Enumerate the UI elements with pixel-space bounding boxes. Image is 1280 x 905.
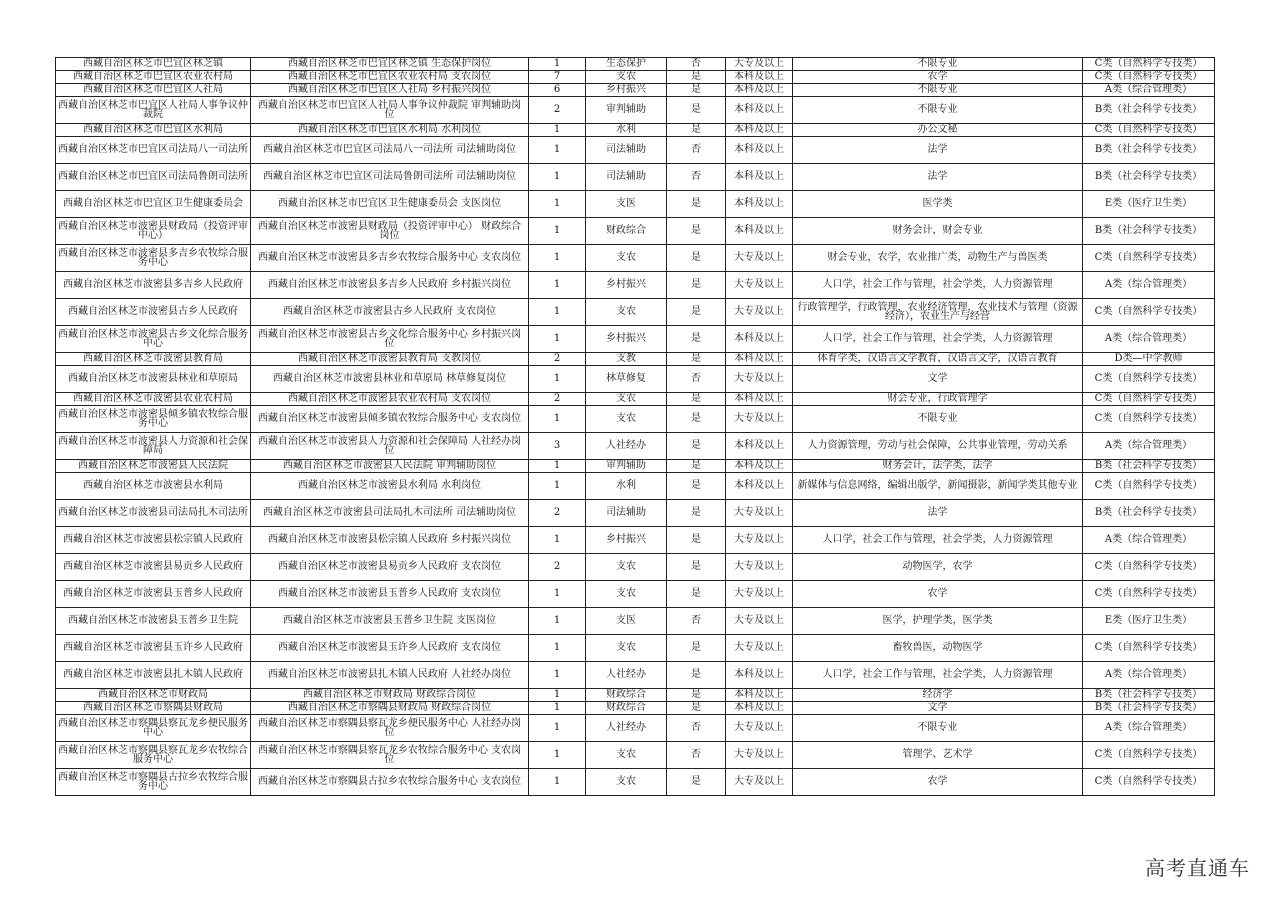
- position-cell: 西藏自治区林芝市波密县玉普乡卫生院 支医岗位: [251, 608, 529, 635]
- category-cell: E类（医疗卫生类）: [1083, 191, 1215, 218]
- major-cell: 农学: [793, 71, 1083, 84]
- education-cell: 大专及以上: [726, 715, 793, 742]
- job-type-cell: 支农: [586, 71, 667, 84]
- headcount-cell: 1: [529, 245, 586, 272]
- education-cell: 本科及以上: [726, 97, 793, 124]
- headcount-cell: 1: [529, 635, 586, 662]
- education-cell: 本科及以上: [726, 393, 793, 406]
- major-cell: 农学: [793, 581, 1083, 608]
- position-cell: 西藏自治区林芝市巴宜区卫生健康委员会 支医岗位: [251, 191, 529, 218]
- table-row: [56, 124, 1215, 137]
- table-row: [56, 406, 1215, 433]
- headcount-cell: 1: [529, 581, 586, 608]
- major-cell: 不限专业: [793, 84, 1083, 97]
- requirement-cell: 是: [667, 581, 726, 608]
- requirement-cell: 是: [667, 299, 726, 326]
- category-cell: D类—中学教师: [1083, 353, 1215, 366]
- category-cell: C类（自然科学专技类）: [1083, 554, 1215, 581]
- education-cell: 大专及以上: [726, 527, 793, 554]
- employer-cell: 西藏自治区林芝市波密县易贡乡人民政府: [56, 554, 251, 581]
- position-cell: 西藏自治区林芝市波密县松宗镇人民政府 乡村振兴岗位: [251, 527, 529, 554]
- job-table-container: [55, 57, 1214, 796]
- requirement-cell: 是: [667, 218, 726, 245]
- headcount-cell: 7: [529, 71, 586, 84]
- education-cell: 本科及以上: [726, 689, 793, 702]
- job-type-cell: 司法辅助: [586, 137, 667, 164]
- employer-cell: 西藏自治区林芝市巴宜区人社局人事争议仲裁院: [56, 97, 251, 124]
- category-cell: C类（自然科学专技类）: [1083, 366, 1215, 393]
- table-row: [56, 581, 1215, 608]
- job-type-cell: 人社经办: [586, 433, 667, 460]
- table-row: [56, 635, 1215, 662]
- headcount-cell: 1: [529, 366, 586, 393]
- category-cell: A类（综合管理类）: [1083, 84, 1215, 97]
- requirement-cell: 是: [667, 554, 726, 581]
- employer-cell: 西藏自治区林芝市波密县玉普乡人民政府: [56, 581, 251, 608]
- job-type-cell: 支农: [586, 742, 667, 769]
- requirement-cell: 是: [667, 326, 726, 353]
- major-cell: 人口学，社会工作与管理，社会学类，人力资源管理: [793, 527, 1083, 554]
- headcount-cell: 2: [529, 500, 586, 527]
- position-cell: 西藏自治区林芝市波密县农业农村局 支农岗位: [251, 393, 529, 406]
- position-cell: 西藏自治区林芝市波密县林业和草原局 林草修复岗位: [251, 366, 529, 393]
- job-type-cell: 林草修复: [586, 366, 667, 393]
- position-cell: 西藏自治区林芝市波密县古乡文化综合服务中心 乡村振兴岗位: [251, 326, 529, 353]
- education-cell: 本科及以上: [726, 326, 793, 353]
- education-cell: 大专及以上: [726, 769, 793, 796]
- category-cell: E类（医疗卫生类）: [1083, 608, 1215, 635]
- requirement-cell: 是: [667, 272, 726, 299]
- category-cell: C类（自然科学专技类）: [1083, 58, 1215, 71]
- headcount-cell: 1: [529, 58, 586, 71]
- table-row: [56, 137, 1215, 164]
- category-cell: C类（自然科学专技类）: [1083, 406, 1215, 433]
- requirement-cell: 是: [667, 97, 726, 124]
- major-cell: 财务会计，财会专业: [793, 218, 1083, 245]
- education-cell: 本科及以上: [726, 662, 793, 689]
- job-type-cell: 支农: [586, 245, 667, 272]
- table-row: [56, 715, 1215, 742]
- job-type-cell: 支农: [586, 299, 667, 326]
- table-row: [56, 500, 1215, 527]
- table-row: [56, 433, 1215, 460]
- table-row: [56, 460, 1215, 473]
- major-cell: 法学: [793, 137, 1083, 164]
- headcount-cell: 1: [529, 164, 586, 191]
- employer-cell: 西藏自治区林芝市察隅县财政局: [56, 702, 251, 715]
- job-positions-table: [55, 57, 1215, 796]
- table-row: [56, 473, 1215, 500]
- headcount-cell: 2: [529, 353, 586, 366]
- major-cell: 办公文秘: [793, 124, 1083, 137]
- job-type-cell: 司法辅助: [586, 164, 667, 191]
- category-cell: A类（综合管理类）: [1083, 326, 1215, 353]
- employer-cell: 西藏自治区林芝市察隅县察瓦龙乡农牧综合服务中心: [56, 742, 251, 769]
- position-cell: 西藏自治区林芝市巴宜区司法局八一司法所 司法辅助岗位: [251, 137, 529, 164]
- requirement-cell: 是: [667, 527, 726, 554]
- job-type-cell: 支农: [586, 581, 667, 608]
- requirement-cell: 是: [667, 500, 726, 527]
- table-row: [56, 218, 1215, 245]
- employer-cell: 西藏自治区林芝市波密县松宗镇人民政府: [56, 527, 251, 554]
- requirement-cell: 是: [667, 84, 726, 97]
- education-cell: 本科及以上: [726, 191, 793, 218]
- position-cell: 西藏自治区林芝市察隅县察瓦龙乡农牧综合服务中心 支农岗位: [251, 742, 529, 769]
- job-type-cell: 支医: [586, 608, 667, 635]
- table-row: [56, 353, 1215, 366]
- position-cell: 西藏自治区林芝市察隅县察瓦龙乡便民服务中心 人社经办岗位: [251, 715, 529, 742]
- headcount-cell: 2: [529, 97, 586, 124]
- employer-cell: 西藏自治区林芝市波密县水利局: [56, 473, 251, 500]
- employer-cell: 西藏自治区林芝市波密县扎木镇人民政府: [56, 662, 251, 689]
- category-cell: C类（自然科学专技类）: [1083, 473, 1215, 500]
- requirement-cell: 否: [667, 715, 726, 742]
- requirement-cell: 是: [667, 71, 726, 84]
- employer-cell: 西藏自治区林芝市波密县古乡文化综合服务中心: [56, 326, 251, 353]
- position-cell: 西藏自治区林芝市巴宜区农业农村局 支农岗位: [251, 71, 529, 84]
- major-cell: 农学: [793, 769, 1083, 796]
- job-type-cell: 人社经办: [586, 715, 667, 742]
- requirement-cell: 否: [667, 164, 726, 191]
- education-cell: 本科及以上: [726, 460, 793, 473]
- table-row: [56, 366, 1215, 393]
- education-cell: 大专及以上: [726, 245, 793, 272]
- headcount-cell: 6: [529, 84, 586, 97]
- category-cell: A类（综合管理类）: [1083, 433, 1215, 460]
- major-cell: 不限专业: [793, 97, 1083, 124]
- education-cell: 本科及以上: [726, 124, 793, 137]
- category-cell: A类（综合管理类）: [1083, 272, 1215, 299]
- category-cell: B类（社会科学专技类）: [1083, 218, 1215, 245]
- category-cell: B类（社会科学专技类）: [1083, 689, 1215, 702]
- job-type-cell: 审判辅助: [586, 97, 667, 124]
- table-row: [56, 326, 1215, 353]
- category-cell: C类（自然科学专技类）: [1083, 245, 1215, 272]
- major-cell: 不限专业: [793, 406, 1083, 433]
- employer-cell: 西藏自治区林芝市巴宜区林芝镇: [56, 58, 251, 71]
- education-cell: 本科及以上: [726, 218, 793, 245]
- category-cell: C类（自然科学专技类）: [1083, 71, 1215, 84]
- table-row: [56, 71, 1215, 84]
- position-cell: 西藏自治区林芝市察隅县古拉乡农牧综合服务中心 支农岗位: [251, 769, 529, 796]
- headcount-cell: 2: [529, 554, 586, 581]
- category-cell: B类（社会科学专技类）: [1083, 137, 1215, 164]
- education-cell: 大专及以上: [726, 406, 793, 433]
- table-row: [56, 245, 1215, 272]
- table-row: [56, 272, 1215, 299]
- education-cell: 大专及以上: [726, 635, 793, 662]
- requirement-cell: 否: [667, 58, 726, 71]
- headcount-cell: 1: [529, 662, 586, 689]
- job-type-cell: 财政综合: [586, 218, 667, 245]
- table-row: [56, 662, 1215, 689]
- requirement-cell: 是: [667, 406, 726, 433]
- requirement-cell: 是: [667, 702, 726, 715]
- position-cell: 西藏自治区林芝市巴宜区人社局 乡村振兴岗位: [251, 84, 529, 97]
- headcount-cell: 1: [529, 299, 586, 326]
- employer-cell: 西藏自治区林芝市波密县农业农村局: [56, 393, 251, 406]
- category-cell: C类（自然科学专技类）: [1083, 769, 1215, 796]
- job-type-cell: 乡村振兴: [586, 326, 667, 353]
- job-type-cell: 财政综合: [586, 689, 667, 702]
- employer-cell: 西藏自治区林芝市巴宜区农业农村局: [56, 71, 251, 84]
- major-cell: 财会专业，农学，农业推广类，动物生产与兽医类: [793, 245, 1083, 272]
- requirement-cell: 是: [667, 635, 726, 662]
- requirement-cell: 是: [667, 353, 726, 366]
- position-cell: 西藏自治区林芝市波密县教育局 支教岗位: [251, 353, 529, 366]
- major-cell: 人口学，社会工作与管理，社会学类，人力资源管理: [793, 662, 1083, 689]
- education-cell: 本科及以上: [726, 702, 793, 715]
- position-cell: 西藏自治区林芝市波密县人力资源和社会保障局 人社经办岗位: [251, 433, 529, 460]
- table-row: [56, 58, 1215, 71]
- education-cell: 本科及以上: [726, 71, 793, 84]
- category-cell: B类（社会科学专技类）: [1083, 702, 1215, 715]
- education-cell: 大专及以上: [726, 299, 793, 326]
- employer-cell: 西藏自治区林芝市察隅县古拉乡农牧综合服务中心: [56, 769, 251, 796]
- education-cell: 大专及以上: [726, 500, 793, 527]
- employer-cell: 西藏自治区林芝市巴宜区水利局: [56, 124, 251, 137]
- education-cell: 本科及以上: [726, 164, 793, 191]
- category-cell: C类（自然科学专技类）: [1083, 635, 1215, 662]
- table-row: [56, 84, 1215, 97]
- major-cell: 文学: [793, 702, 1083, 715]
- category-cell: B类（社会科学专技类）: [1083, 164, 1215, 191]
- headcount-cell: 1: [529, 702, 586, 715]
- job-type-cell: 审判辅助: [586, 460, 667, 473]
- requirement-cell: 是: [667, 433, 726, 460]
- headcount-cell: 1: [529, 124, 586, 137]
- position-cell: 西藏自治区林芝市巴宜区水利局 水利岗位: [251, 124, 529, 137]
- position-cell: 西藏自治区林芝市波密县人民法院 审判辅助岗位: [251, 460, 529, 473]
- employer-cell: 西藏自治区林芝市波密县司法局扎木司法所: [56, 500, 251, 527]
- employer-cell: 西藏自治区林芝市波密县林业和草原局: [56, 366, 251, 393]
- requirement-cell: 否: [667, 742, 726, 769]
- headcount-cell: 1: [529, 218, 586, 245]
- position-cell: 西藏自治区林芝市波密县多吉乡人民政府 乡村振兴岗位: [251, 272, 529, 299]
- category-cell: A类（综合管理类）: [1083, 527, 1215, 554]
- category-cell: C类（自然科学专技类）: [1083, 124, 1215, 137]
- education-cell: 本科及以上: [726, 137, 793, 164]
- table-row: [56, 554, 1215, 581]
- employer-cell: 西藏自治区林芝市财政局: [56, 689, 251, 702]
- headcount-cell: 1: [529, 473, 586, 500]
- requirement-cell: 是: [667, 124, 726, 137]
- major-cell: 不限专业: [793, 715, 1083, 742]
- employer-cell: 西藏自治区林芝市波密县人力资源和社会保障局: [56, 433, 251, 460]
- major-cell: 畜牧兽医，动物医学: [793, 635, 1083, 662]
- employer-cell: 西藏自治区林芝市波密县倾多镇农牧综合服务中心: [56, 406, 251, 433]
- position-cell: 西藏自治区林芝市巴宜区人社局人事争议仲裁院 审判辅助岗位: [251, 97, 529, 124]
- major-cell: 不限专业: [793, 58, 1083, 71]
- education-cell: 本科及以上: [726, 473, 793, 500]
- major-cell: 法学: [793, 164, 1083, 191]
- requirement-cell: 是: [667, 473, 726, 500]
- headcount-cell: 1: [529, 191, 586, 218]
- job-type-cell: 支农: [586, 635, 667, 662]
- major-cell: 人口学，社会工作与管理，社会学类，人力资源管理: [793, 272, 1083, 299]
- employer-cell: 西藏自治区林芝市巴宜区司法局鲁朗司法所: [56, 164, 251, 191]
- requirement-cell: 是: [667, 245, 726, 272]
- category-cell: B类（社会科学专技类）: [1083, 460, 1215, 473]
- job-type-cell: 水利: [586, 473, 667, 500]
- employer-cell: 西藏自治区林芝市波密县多吉乡农牧综合服务中心: [56, 245, 251, 272]
- major-cell: 管理学、艺术学: [793, 742, 1083, 769]
- education-cell: 大专及以上: [726, 608, 793, 635]
- education-cell: 大专及以上: [726, 554, 793, 581]
- job-type-cell: 乡村振兴: [586, 84, 667, 97]
- position-cell: 西藏自治区林芝市波密县扎木镇人民政府 人社经办岗位: [251, 662, 529, 689]
- job-type-cell: 支农: [586, 554, 667, 581]
- job-type-cell: 水利: [586, 124, 667, 137]
- job-type-cell: 支农: [586, 769, 667, 796]
- table-row: [56, 299, 1215, 326]
- position-cell: 西藏自治区林芝市察隅县财政局 财政综合岗位: [251, 702, 529, 715]
- requirement-cell: 是: [667, 689, 726, 702]
- requirement-cell: 否: [667, 137, 726, 164]
- major-cell: 财会专业，行政管理学: [793, 393, 1083, 406]
- position-cell: 西藏自治区林芝市波密县古乡人民政府 支农岗位: [251, 299, 529, 326]
- table-row: [56, 527, 1215, 554]
- headcount-cell: 3: [529, 433, 586, 460]
- employer-cell: 西藏自治区林芝市巴宜区卫生健康委员会: [56, 191, 251, 218]
- employer-cell: 西藏自治区林芝市巴宜区司法局八一司法所: [56, 137, 251, 164]
- job-type-cell: 司法辅助: [586, 500, 667, 527]
- category-cell: C类（自然科学专技类）: [1083, 581, 1215, 608]
- table-row: [56, 702, 1215, 715]
- education-cell: 本科及以上: [726, 433, 793, 460]
- headcount-cell: 1: [529, 742, 586, 769]
- major-cell: 人口学，社会工作与管理，社会学类，人力资源管理: [793, 326, 1083, 353]
- job-type-cell: 支教: [586, 353, 667, 366]
- requirement-cell: 是: [667, 191, 726, 218]
- job-type-cell: 支农: [586, 406, 667, 433]
- position-cell: 西藏自治区林芝市波密县玉普乡人民政府 支农岗位: [251, 581, 529, 608]
- major-cell: 文学: [793, 366, 1083, 393]
- education-cell: 大专及以上: [726, 366, 793, 393]
- education-cell: 大专及以上: [726, 581, 793, 608]
- major-cell: 新媒体与信息网络，编辑出版学，新闻摄影，新闻学类其他专业: [793, 473, 1083, 500]
- position-cell: 西藏自治区林芝市波密县玉许乡人民政府 支农岗位: [251, 635, 529, 662]
- position-cell: 西藏自治区林芝市波密县易贡乡人民政府 支农岗位: [251, 554, 529, 581]
- headcount-cell: 1: [529, 715, 586, 742]
- table-row: [56, 769, 1215, 796]
- headcount-cell: 1: [529, 326, 586, 353]
- job-type-cell: 人社经办: [586, 662, 667, 689]
- education-cell: 本科及以上: [726, 84, 793, 97]
- table-row: [56, 97, 1215, 124]
- employer-cell: 西藏自治区林芝市波密县教育局: [56, 353, 251, 366]
- education-cell: 大专及以上: [726, 742, 793, 769]
- category-cell: C类（自然科学专技类）: [1083, 299, 1215, 326]
- headcount-cell: 1: [529, 406, 586, 433]
- major-cell: 经济学: [793, 689, 1083, 702]
- table-row: [56, 393, 1215, 406]
- employer-cell: 西藏自治区林芝市察隅县察瓦龙乡便民服务中心: [56, 715, 251, 742]
- category-cell: C类（自然科学专技类）: [1083, 393, 1215, 406]
- major-cell: 动物医学，农学: [793, 554, 1083, 581]
- headcount-cell: 1: [529, 527, 586, 554]
- position-cell: 西藏自治区林芝市巴宜区林芝镇 生态保护岗位: [251, 58, 529, 71]
- table-row: [56, 164, 1215, 191]
- category-cell: B类（社会科学专技类）: [1083, 97, 1215, 124]
- employer-cell: 西藏自治区林芝市波密县财政局（投资评审中心）: [56, 218, 251, 245]
- watermark-logo: 高考直通车: [1145, 856, 1250, 880]
- requirement-cell: 是: [667, 769, 726, 796]
- requirement-cell: 否: [667, 366, 726, 393]
- position-cell: 西藏自治区林芝市波密县倾多镇农牧综合服务中心 支农岗位: [251, 406, 529, 433]
- headcount-cell: 1: [529, 272, 586, 299]
- job-type-cell: 乡村振兴: [586, 527, 667, 554]
- headcount-cell: 1: [529, 689, 586, 702]
- headcount-cell: 1: [529, 460, 586, 473]
- employer-cell: 西藏自治区林芝市波密县玉普乡卫生院: [56, 608, 251, 635]
- major-cell: 人力资源管理，劳动与社会保障，公共事业管理，劳动关系: [793, 433, 1083, 460]
- job-type-cell: 乡村振兴: [586, 272, 667, 299]
- requirement-cell: 是: [667, 460, 726, 473]
- category-cell: C类（自然科学专技类）: [1083, 742, 1215, 769]
- position-cell: 西藏自治区林芝市波密县多吉乡农牧综合服务中心 支农岗位: [251, 245, 529, 272]
- job-type-cell: 财政综合: [586, 702, 667, 715]
- position-cell: 西藏自治区林芝市巴宜区司法局鲁朗司法所 司法辅助岗位: [251, 164, 529, 191]
- requirement-cell: 是: [667, 662, 726, 689]
- position-cell: 西藏自治区林芝市财政局 财政综合岗位: [251, 689, 529, 702]
- major-cell: 医学类: [793, 191, 1083, 218]
- education-cell: 大专及以上: [726, 58, 793, 71]
- table-body: [56, 58, 1215, 796]
- education-cell: 本科及以上: [726, 353, 793, 366]
- major-cell: 体育学类，汉语言文学教育，汉语言文学，汉语言教育: [793, 353, 1083, 366]
- position-cell: 西藏自治区林芝市波密县财政局（投资评审中心） 财政综合岗位: [251, 218, 529, 245]
- major-cell: 行政管理学，行政管理，农业经济管理，农业技术与管理（资源经济），农业生产与经营: [793, 299, 1083, 326]
- education-cell: 大专及以上: [726, 272, 793, 299]
- major-cell: 法学: [793, 500, 1083, 527]
- table-row: [56, 191, 1215, 218]
- headcount-cell: 2: [529, 393, 586, 406]
- job-type-cell: 支医: [586, 191, 667, 218]
- category-cell: A类（综合管理类）: [1083, 715, 1215, 742]
- requirement-cell: 是: [667, 393, 726, 406]
- position-cell: 西藏自治区林芝市波密县司法局扎木司法所 司法辅助岗位: [251, 500, 529, 527]
- major-cell: 医学，护理学类，医学类: [793, 608, 1083, 635]
- headcount-cell: 1: [529, 137, 586, 164]
- job-type-cell: 支农: [586, 393, 667, 406]
- table-row: [56, 689, 1215, 702]
- major-cell: 财务会计，法学类，法学: [793, 460, 1083, 473]
- job-type-cell: 生态保护: [586, 58, 667, 71]
- headcount-cell: 1: [529, 769, 586, 796]
- table-row: [56, 742, 1215, 769]
- category-cell: A类（综合管理类）: [1083, 662, 1215, 689]
- requirement-cell: 否: [667, 608, 726, 635]
- category-cell: B类（社会科学专技类）: [1083, 500, 1215, 527]
- headcount-cell: 1: [529, 608, 586, 635]
- employer-cell: 西藏自治区林芝市波密县玉许乡人民政府: [56, 635, 251, 662]
- employer-cell: 西藏自治区林芝市巴宜区人社局: [56, 84, 251, 97]
- position-cell: 西藏自治区林芝市波密县水利局 水利岗位: [251, 473, 529, 500]
- employer-cell: 西藏自治区林芝市波密县人民法院: [56, 460, 251, 473]
- employer-cell: 西藏自治区林芝市波密县多吉乡人民政府: [56, 272, 251, 299]
- table-row: [56, 608, 1215, 635]
- employer-cell: 西藏自治区林芝市波密县古乡人民政府: [56, 299, 251, 326]
